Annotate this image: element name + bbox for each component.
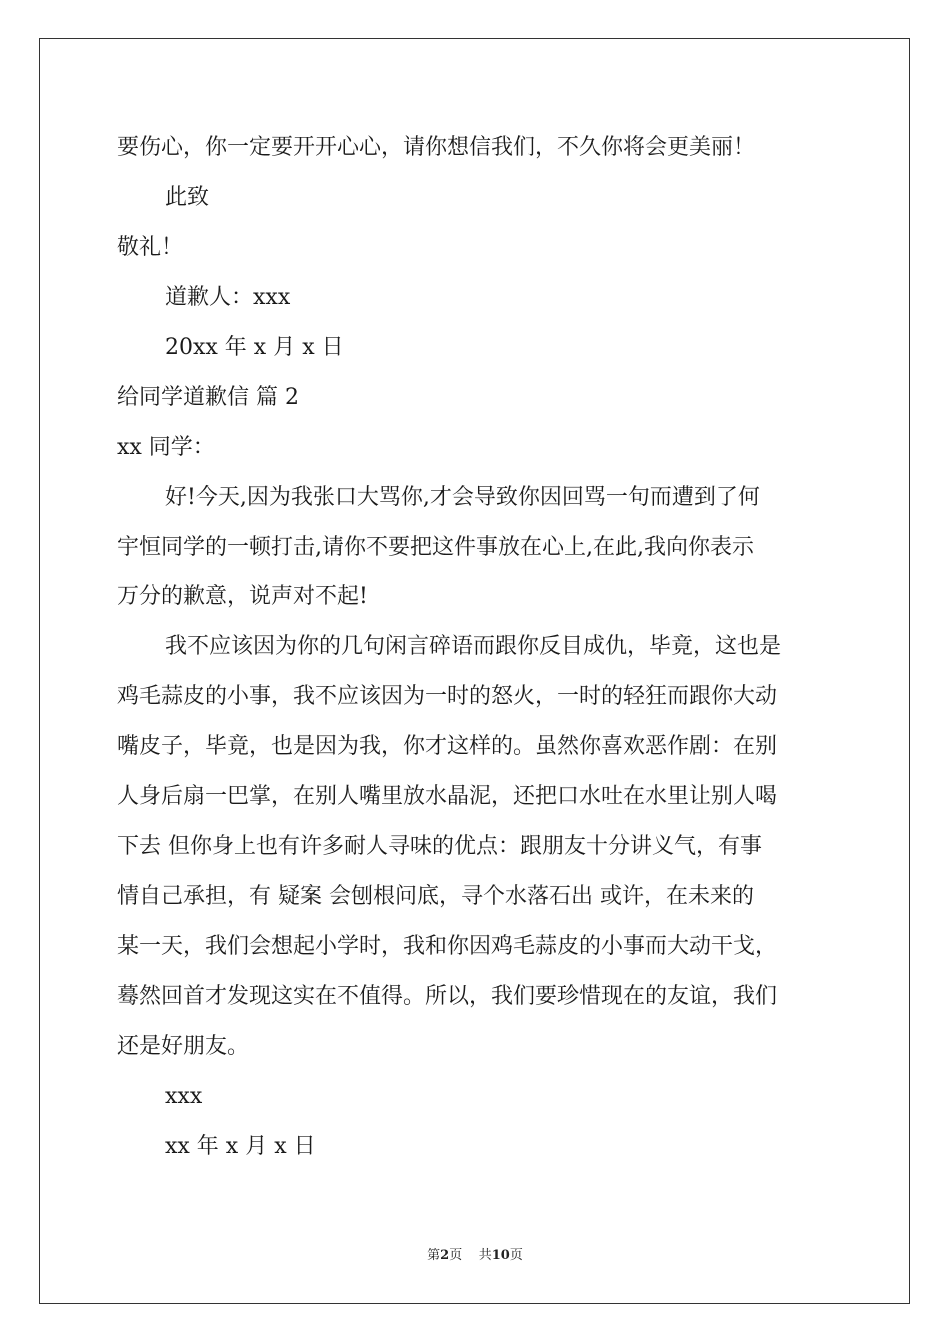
signature-date: 20xx 年 x 月 x 日 — [165, 335, 344, 360]
paragraph-2-line-8: 蓦然回首才发现这实在不值得。所以，我们要珍惜现在的友谊，我们 — [117, 984, 778, 1009]
paragraph-2-line-4: 人身后扇一巴掌，在别人嘴里放水晶泥，还把口水吐在水里让别人喝 — [117, 784, 778, 809]
closing-cizhi: 此致 — [165, 185, 210, 210]
closing-jingli: 敬礼！ — [117, 235, 184, 260]
footer-current-page: 2 — [440, 1248, 450, 1263]
closing-signature: xxx — [165, 1084, 203, 1109]
page-border — [39, 38, 910, 1304]
paragraph-1-line-2: 宇恒同学的一顿打击,请你不要把这件事放在心上,在此,我向你表示 — [117, 535, 754, 560]
closing-date: xx 年 x 月 x 日 — [165, 1134, 316, 1159]
paragraph-2-line-9: 还是好朋友。 — [117, 1034, 250, 1059]
footer-total-pages: 10 — [491, 1248, 510, 1263]
paragraph-2-line-2: 鸡毛蒜皮的小事，我不应该因为一时的怒火，一时的轻狂而跟你大动 — [117, 684, 778, 709]
paragraph-2-line-1: 我不应该因为你的几句闲言碎语而跟你反目成仇，毕竟，这也是 — [165, 634, 782, 659]
salutation: xx 同学： — [117, 435, 215, 460]
page-number-footer — [0, 1247, 950, 1265]
paragraph-1-line-1: 好!今天,因为我张口大骂你,才会导致你因回骂一句而遭到了何 — [165, 485, 760, 510]
paragraph-2-line-5: 下去 但你身上也有许多耐人寻味的优点：跟朋友十分讲义气，有事 — [117, 834, 762, 859]
footer-mid: 页 共 — [449, 1248, 492, 1263]
paragraph-2-line-7: 某一天，我们会想起小学时，我和你因鸡毛蒜皮的小事而大动干戈， — [117, 934, 778, 959]
section-heading: 给同学道歉信 篇 2 — [117, 385, 299, 410]
paragraph-1-line-3: 万分的歉意，说声对不起! — [117, 584, 368, 609]
footer-suffix: 页 — [509, 1248, 523, 1263]
signature-apologizer: 道歉人：xxx — [165, 285, 291, 310]
paragraph-2-line-3: 嘴皮子，毕竟，也是因为我，你才这样的。虽然你喜欢恶作剧：在别 — [117, 734, 778, 759]
footer-prefix: 第 — [427, 1248, 441, 1263]
paragraph-2-line-6: 情自己承担，有 疑案 会刨根问底，寻个水落石出 或许，在未来的 — [117, 884, 754, 909]
body-line-1: 要伤心，你一定要开开心心，请你想信我们，不久你将会更美丽！ — [117, 135, 756, 160]
